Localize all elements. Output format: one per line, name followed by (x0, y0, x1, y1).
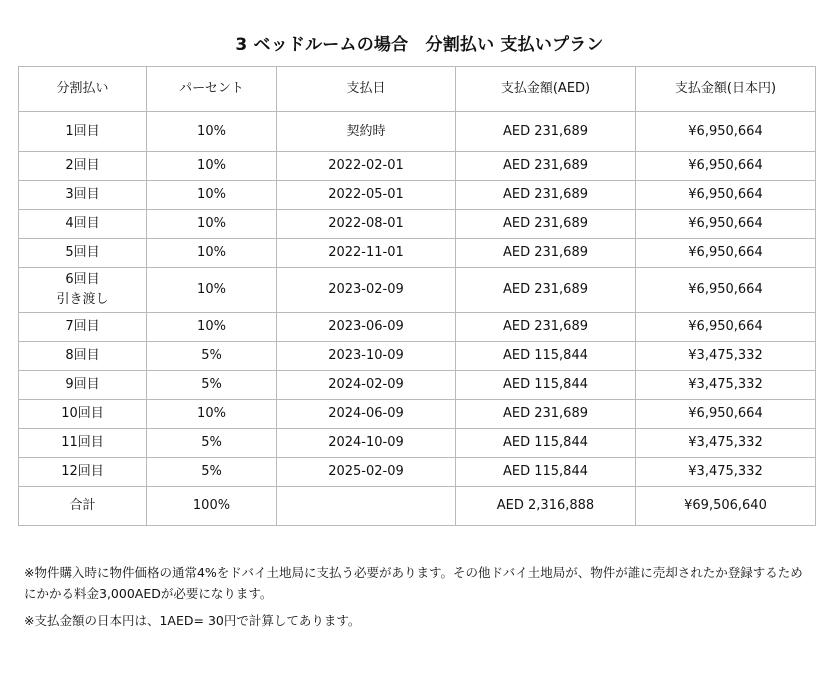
percent-cell: 10% (147, 239, 277, 268)
installment-cell (19, 342, 147, 371)
installment-cell (19, 112, 147, 152)
percent-cell: 5% (147, 429, 277, 458)
installment-sublabel: 引き渡し (56, 292, 109, 307)
installment-cell (19, 181, 147, 210)
installment-cell (19, 371, 147, 400)
header-amount-jpy: 支払金額(日本円) (636, 67, 816, 112)
installment-label: 5回目 (65, 245, 100, 260)
installment-cell (19, 313, 147, 342)
amount-jpy-cell: ¥6,950,664 (636, 313, 816, 342)
installment-label: 11回目 (61, 435, 104, 450)
table-row (19, 112, 816, 152)
table-header-row (19, 67, 816, 112)
table-body (19, 112, 816, 487)
amount-jpy-cell: ¥3,475,332 (636, 429, 816, 458)
amount-jpy-cell: ¥3,475,332 (636, 371, 816, 400)
amount-jpy-cell: ¥6,950,664 (636, 239, 816, 268)
installment-label: 10回目 (61, 406, 104, 421)
table-row (19, 181, 816, 210)
installment-label: 2回目 (65, 158, 100, 173)
installment-cell (19, 458, 147, 487)
percent-cell: 10% (147, 152, 277, 181)
table-row (19, 313, 816, 342)
table-row (19, 268, 816, 313)
percent-cell: 5% (147, 342, 277, 371)
amount-aed-cell: AED 231,689 (456, 181, 636, 210)
amount-aed-cell: AED 231,689 (456, 313, 636, 342)
payment-plan-table (18, 66, 816, 526)
notes (24, 562, 814, 637)
table-row (19, 429, 816, 458)
installment-cell (19, 210, 147, 239)
amount-aed-cell: AED 115,844 (456, 342, 636, 371)
amount-aed-cell: AED 115,844 (456, 458, 636, 487)
date-cell: 2022-11-01 (277, 239, 456, 268)
date-cell: 契約時 (277, 112, 456, 152)
amount-jpy-cell: ¥3,475,332 (636, 458, 816, 487)
installment-label: 12回目 (61, 464, 104, 479)
header-amount-aed: 支払金額(AED) (456, 67, 636, 112)
percent-cell: 10% (147, 181, 277, 210)
amount-jpy-cell: ¥6,950,664 (636, 112, 816, 152)
header-percent: パーセント (147, 67, 277, 112)
amount-aed-cell: AED 115,844 (456, 429, 636, 458)
installment-label: 3回目 (65, 187, 100, 202)
date-cell: 2023-02-09 (277, 268, 456, 313)
table-row (19, 342, 816, 371)
installment-cell (19, 429, 147, 458)
date-cell: 2023-06-09 (277, 313, 456, 342)
date-cell: 2024-02-09 (277, 371, 456, 400)
table-row (19, 239, 816, 268)
date-cell: 2022-05-01 (277, 181, 456, 210)
amount-aed-cell: AED 231,689 (456, 112, 636, 152)
date-cell: 2025-02-09 (277, 458, 456, 487)
total-aed: AED 2,316,888 (456, 487, 636, 526)
total-label: 合計 (19, 487, 147, 526)
percent-cell: 5% (147, 371, 277, 400)
table-row (19, 371, 816, 400)
total-date (277, 487, 456, 526)
percent-cell: 5% (147, 458, 277, 487)
date-cell: 2024-10-09 (277, 429, 456, 458)
amount-jpy-cell: ¥3,475,332 (636, 342, 816, 371)
total-percent: 100% (147, 487, 277, 526)
percent-cell: 10% (147, 112, 277, 152)
amount-aed-cell: AED 231,689 (456, 239, 636, 268)
table-row (19, 210, 816, 239)
date-cell: 2023-10-09 (277, 342, 456, 371)
installment-label: 6回目 (65, 272, 100, 287)
amount-aed-cell: AED 231,689 (456, 152, 636, 181)
percent-cell: 10% (147, 268, 277, 313)
date-cell: 2022-02-01 (277, 152, 456, 181)
date-cell: 2022-08-01 (277, 210, 456, 239)
amount-jpy-cell: ¥6,950,664 (636, 181, 816, 210)
percent-cell: 10% (147, 313, 277, 342)
date-cell: 2024-06-09 (277, 400, 456, 429)
percent-cell: 10% (147, 400, 277, 429)
installment-cell (19, 400, 147, 429)
amount-aed-cell: AED 231,689 (456, 210, 636, 239)
installment-label: 1回目 (65, 123, 100, 139)
amount-jpy-cell: ¥6,950,664 (636, 400, 816, 429)
amount-aed-cell: AED 115,844 (456, 371, 636, 400)
installment-cell (19, 268, 147, 313)
table-row (19, 400, 816, 429)
page-title: 3 ベッドルームの場合 分割払い 支払いプラン (235, 35, 604, 55)
note-exchange-rate: ※支払金額の日本円は、1AED= 30円で計算してあります。 (24, 613, 361, 628)
installment-cell (19, 239, 147, 268)
installment-label: 8回目 (65, 348, 100, 363)
total-row (19, 487, 816, 526)
header-installment: 分割払い (19, 67, 147, 112)
installment-label: 4回目 (65, 216, 100, 231)
total-jpy: ¥69,506,640 (636, 487, 816, 526)
note-dubai-land-department: ※物件購入時に物件価格の通常4%をドバイ土地局に支払う必要があります。その他ドバイ土地局が、物件が誰に売却されたか登録するためにかかる料金3,000AEDが必要になります。 (24, 565, 803, 601)
amount-aed-cell: AED 231,689 (456, 400, 636, 429)
table-row (19, 458, 816, 487)
table-row (19, 152, 816, 181)
installment-label: 9回目 (65, 377, 100, 392)
amount-jpy-cell: ¥6,950,664 (636, 152, 816, 181)
installment-label: 7回目 (65, 319, 100, 334)
amount-jpy-cell: ¥6,950,664 (636, 210, 816, 239)
amount-jpy-cell: ¥6,950,664 (636, 268, 816, 313)
percent-cell: 10% (147, 210, 277, 239)
amount-aed-cell: AED 231,689 (456, 268, 636, 313)
header-date: 支払日 (277, 67, 456, 112)
installment-cell (19, 152, 147, 181)
